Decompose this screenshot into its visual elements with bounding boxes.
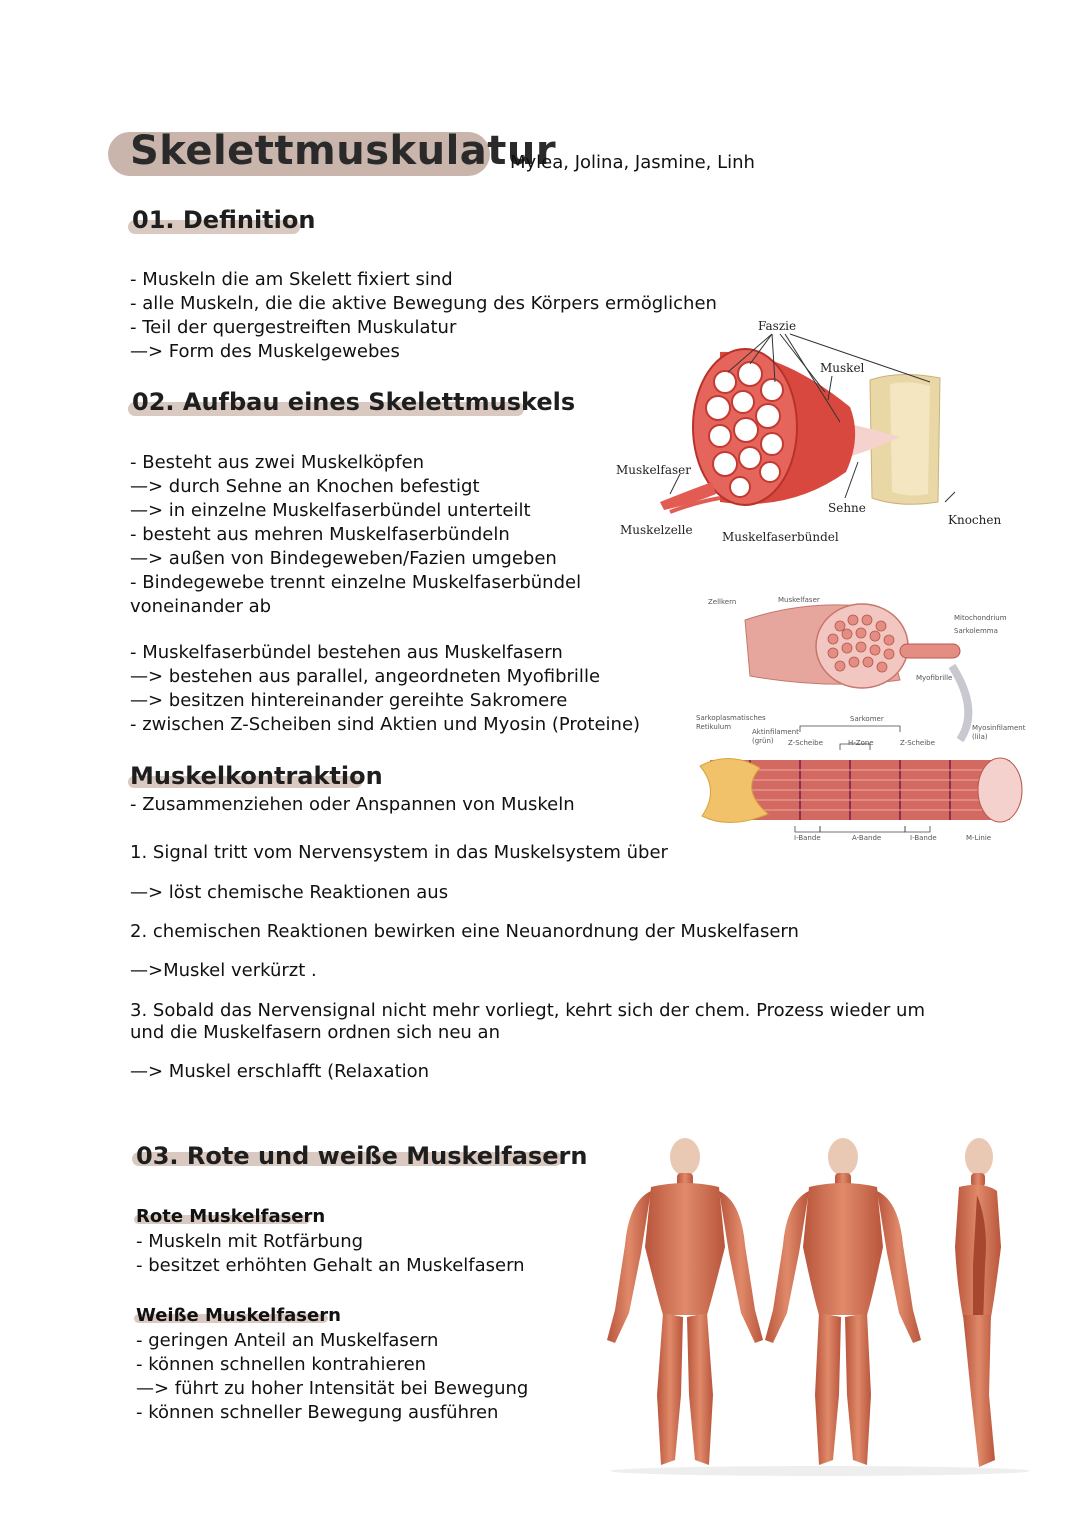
list-item: - Muskelfaserbündel bestehen aus Muskelfasern [130, 642, 563, 663]
heading-fasern: 03. Rote und weiße Muskelfasern [136, 1142, 588, 1170]
human-musculature-figure [585, 1135, 1055, 1480]
label-knochen: Knochen [948, 513, 1002, 527]
figure-back-view [765, 1138, 921, 1465]
heading-definition: 01. Definition [132, 206, 316, 234]
kontraktion-step: 1. Signal tritt vom Nervensystem in das Muskelsystem über [130, 842, 668, 863]
kontraktion-step: 3. Sobald das Nervensignal nicht mehr vorliegt, kehrt sich der chem. Prozess wieder um [130, 1000, 925, 1021]
list-item: —> besitzen hintereinander gereihte Sakromere [130, 690, 568, 711]
band-end [978, 758, 1022, 822]
label-muskelfaser-small: Muskelfaser [778, 596, 820, 604]
label-sarkolemma: Sarkolemma [954, 627, 998, 635]
kontraktion-step: und die Muskelfasern ordnen sich neu an [130, 1022, 500, 1043]
muscle-fiber-figure [690, 590, 1030, 852]
label-sark-retikulum-2: Retikulum [696, 723, 732, 731]
label-muskel: Muskel [820, 361, 865, 375]
aufbau-list-a [130, 451, 581, 619]
label-muskelfaserbuendel: Muskelfaserbündel [722, 530, 839, 544]
label-aktin-2: (grün) [752, 737, 774, 745]
muscle-anatomy-figure [600, 312, 1020, 552]
subheading-rote-fasern: Rote Muskelfasern [136, 1206, 326, 1227]
list-item: - besteht aus mehren Muskelfaserbündeln [130, 524, 510, 545]
list-item: - besitzet erhöhten Gehalt an Muskelfasern [136, 1255, 525, 1276]
heading-aufbau: 02. Aufbau eines Skelettmuskels [132, 388, 576, 416]
list-item: —> durch Sehne an Knochen befestigt [130, 476, 480, 497]
label-myosin-1: Myosinfilament [972, 724, 1026, 732]
label-sark-retikulum-1: Sarkoplasmatisches [696, 714, 766, 722]
label-h-zone: H-Zone [848, 739, 874, 747]
label-zellkern: Zellkern [708, 598, 737, 606]
label-muskelzelle: Muskelzelle [620, 523, 693, 537]
list-item: - Muskeln die am Skelett fixiert sind [130, 269, 453, 290]
kontraktion-step: —> Muskel erschlafft (Relaxation [130, 1061, 430, 1082]
list-item: - Besteht aus zwei Muskelköpfen [130, 452, 425, 473]
label-z-scheibe-1: Z-Scheibe [788, 739, 823, 747]
list-item: - können schneller Bewegung ausführen [136, 1402, 499, 1423]
list-item: - Muskeln mit Rotfärbung [136, 1231, 364, 1252]
label-a-bande: A-Bande [852, 834, 882, 842]
list-item: —> bestehen aus parallel, angeordneten Myofibrille [130, 666, 601, 687]
label-mitochondrium: Mitochondrium [954, 614, 1007, 622]
aufbau-list-b [130, 641, 640, 737]
label-i-bande-1: I-Bande [794, 834, 821, 842]
label-m-linie: M-Linie [966, 834, 992, 842]
floor-shadow [610, 1466, 1030, 1476]
label-i-bande-2: I-Bande [910, 834, 937, 842]
label-aktin-1: Aktinfilament [752, 728, 799, 736]
list-item: - Bindegewebe trennt einzelne Muskelfaserbündel [130, 572, 582, 593]
list-item: —> führt zu hoher Intensität bei Bewegung [136, 1378, 529, 1399]
list-item: - können schnellen kontrahieren [136, 1354, 427, 1375]
kontraktion-step: —>Muskel verkürzt . [130, 960, 317, 981]
authors: Mylea, Jolina, Jasmine, Linh [510, 152, 755, 173]
label-myofibrille: Myofibrille [916, 674, 953, 682]
list-item: —> Form des Muskelgewebes [130, 341, 400, 362]
label-sarkomer: Sarkomer [850, 715, 884, 723]
kontraktion-intro: - Zusammenziehen oder Anspannen von Muskeln [130, 794, 575, 815]
kontraktion-step: 2. chemischen Reaktionen bewirken eine Neuanordnung der Muskelfasern [130, 921, 799, 942]
list-item: - geringen Anteil an Muskelfasern [136, 1330, 439, 1351]
rote-fasern-list [136, 1230, 525, 1278]
label-z-scheibe-2: Z-Scheibe [900, 739, 935, 747]
list-item: - alle Muskeln, die die aktive Bewegung des Körpers ermöglichen [130, 293, 717, 314]
weisse-fasern-list [136, 1329, 528, 1425]
label-sehne: Sehne [828, 501, 866, 515]
list-item: voneinander ab [130, 596, 272, 617]
figure-front-view [607, 1138, 763, 1465]
list-item: - Teil der quergestreiften Muskulatur [130, 317, 457, 338]
label-muskelfaser: Muskelfaser [616, 463, 691, 477]
label-faszie: Faszie [758, 319, 797, 333]
list-item: - zwischen Z-Scheiben sind Aktien und Myosin (Proteine) [130, 714, 641, 735]
list-item: —> außen von Bindegeweben/Fazien umgeben [130, 548, 557, 569]
bone-highlight [890, 382, 930, 495]
zoom-arrow [952, 666, 968, 740]
page-title: Skelettmuskulatur [130, 128, 557, 174]
myofibril-rod [900, 644, 960, 658]
list-item: —> in einzelne Muskelfaserbündel unterteilt [130, 500, 531, 521]
subheading-weisse-fasern: Weiße Muskelfasern [136, 1305, 341, 1326]
kontraktion-step: —> löst chemische Reaktionen aus [130, 882, 449, 903]
heading-kontraktion: Muskelkontraktion [130, 762, 383, 790]
figure-side-view [955, 1138, 1001, 1467]
label-myosin-2: (lila) [972, 733, 988, 741]
